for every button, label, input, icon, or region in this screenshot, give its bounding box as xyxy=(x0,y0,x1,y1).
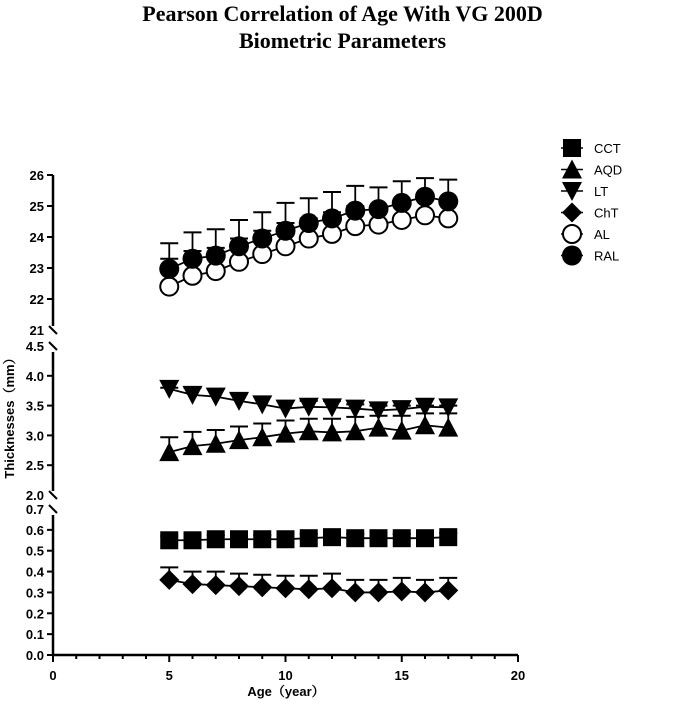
data-point xyxy=(183,574,203,594)
axis-break-mark xyxy=(49,326,57,334)
data-point xyxy=(415,187,435,207)
data-point xyxy=(253,530,271,548)
y-tick-label: 4.0 xyxy=(25,368,44,384)
data-point xyxy=(438,580,458,600)
data-point xyxy=(393,211,411,229)
chart-title-line-2: Biometric Parameters xyxy=(238,28,447,53)
data-point xyxy=(206,575,226,595)
data-point xyxy=(160,531,178,549)
series-ral xyxy=(159,178,458,279)
y-tick-label: 0.3 xyxy=(25,585,44,601)
legend-label: CCT xyxy=(594,141,621,156)
x-tick-label: 10 xyxy=(278,668,293,683)
chart-title-line-1: Pearson Correlation of Age With VG 200D xyxy=(142,1,543,26)
data-series xyxy=(159,178,458,602)
data-point xyxy=(184,531,202,549)
data-point xyxy=(392,581,412,601)
data-point xyxy=(323,528,341,546)
y-tick-label: 2.5 xyxy=(25,458,44,474)
y-tick-label: 0.6 xyxy=(25,522,44,538)
al-marker-icon xyxy=(563,225,581,243)
data-point xyxy=(159,442,179,461)
data-point xyxy=(416,529,434,547)
data-point xyxy=(392,193,412,213)
data-point xyxy=(207,530,225,548)
data-point xyxy=(322,578,342,598)
axis-break-mark xyxy=(49,491,57,499)
legend-item-aqd xyxy=(561,160,622,179)
x-tick-label: 15 xyxy=(394,668,409,683)
data-point xyxy=(184,267,202,285)
y-tick-label: 3.5 xyxy=(25,398,44,414)
legend-item-cct xyxy=(561,139,621,157)
data-point xyxy=(299,579,319,599)
x-tick-label: 20 xyxy=(510,668,526,683)
y-tick-label: 0.5 xyxy=(25,543,44,559)
y-axis-title: Thicknesses（mm） xyxy=(2,351,17,479)
data-point xyxy=(416,206,434,224)
legend-label: ChT xyxy=(594,205,619,221)
data-point xyxy=(252,229,272,249)
data-point xyxy=(300,529,318,547)
data-point xyxy=(159,259,179,279)
legend-item-al xyxy=(561,225,610,243)
data-point xyxy=(439,209,457,227)
ral-marker-icon xyxy=(562,246,582,266)
legend-label: LT xyxy=(594,184,609,199)
data-point xyxy=(183,249,203,269)
y-tick-label: 25 xyxy=(29,199,44,214)
y-tick-label: 0.7 xyxy=(25,502,44,517)
data-point xyxy=(276,578,296,598)
axis-break-mark xyxy=(49,342,57,350)
y-tick-label: 0.1 xyxy=(25,627,44,643)
data-point xyxy=(159,570,179,590)
data-point xyxy=(439,528,457,546)
data-point xyxy=(370,529,388,547)
data-point xyxy=(415,582,435,602)
data-point xyxy=(276,400,296,419)
data-point xyxy=(322,208,342,228)
series-lt xyxy=(159,380,458,420)
data-point xyxy=(415,415,435,434)
legend-label: AL xyxy=(594,227,610,242)
y-tick-label: 0.2 xyxy=(25,606,44,622)
data-point xyxy=(345,201,365,221)
data-point xyxy=(369,582,389,602)
y-tick-label: 0.4 xyxy=(25,564,44,580)
data-point xyxy=(159,380,179,399)
legend-item-lt xyxy=(561,182,608,201)
data-point xyxy=(160,278,178,296)
data-point xyxy=(299,213,319,233)
y-tick-label: 24 xyxy=(29,230,44,245)
series-cht xyxy=(159,567,458,602)
data-point xyxy=(438,191,458,211)
data-point xyxy=(393,529,411,547)
cht-marker-icon xyxy=(562,203,582,223)
legend-item-cht xyxy=(561,203,619,223)
data-point xyxy=(346,529,364,547)
axis-break-mark xyxy=(49,505,57,513)
y-tick-label: 3.0 xyxy=(25,428,44,444)
y-tick-label: 0.0 xyxy=(25,648,44,663)
legend xyxy=(561,139,622,266)
series-cct xyxy=(160,528,457,549)
y-tick-label: 22 xyxy=(29,292,44,307)
y-tick-label: 23 xyxy=(29,261,44,276)
y-tick-label: 21 xyxy=(29,323,44,338)
data-point xyxy=(369,418,389,437)
legend-label: AQD xyxy=(594,162,623,178)
data-point xyxy=(230,530,248,548)
data-point xyxy=(277,530,295,548)
data-point xyxy=(206,246,226,266)
legend-item-ral xyxy=(561,246,619,266)
data-point xyxy=(345,582,365,602)
x-tick-label: 5 xyxy=(165,668,173,683)
data-point xyxy=(229,236,249,256)
y-tick-label: 2.0 xyxy=(25,488,44,503)
data-point xyxy=(229,576,249,596)
y-tick-label: 4.5 xyxy=(25,339,44,354)
x-tick-label: 0 xyxy=(49,668,57,683)
data-point xyxy=(369,199,389,219)
data-point xyxy=(276,221,296,241)
data-point xyxy=(252,577,272,597)
legend-label: RAL xyxy=(594,248,620,264)
cct-marker-icon xyxy=(563,139,581,157)
series-aqd xyxy=(159,413,458,461)
x-axis-title: Age（year） xyxy=(247,684,325,699)
y-tick-label: 26 xyxy=(29,168,44,183)
